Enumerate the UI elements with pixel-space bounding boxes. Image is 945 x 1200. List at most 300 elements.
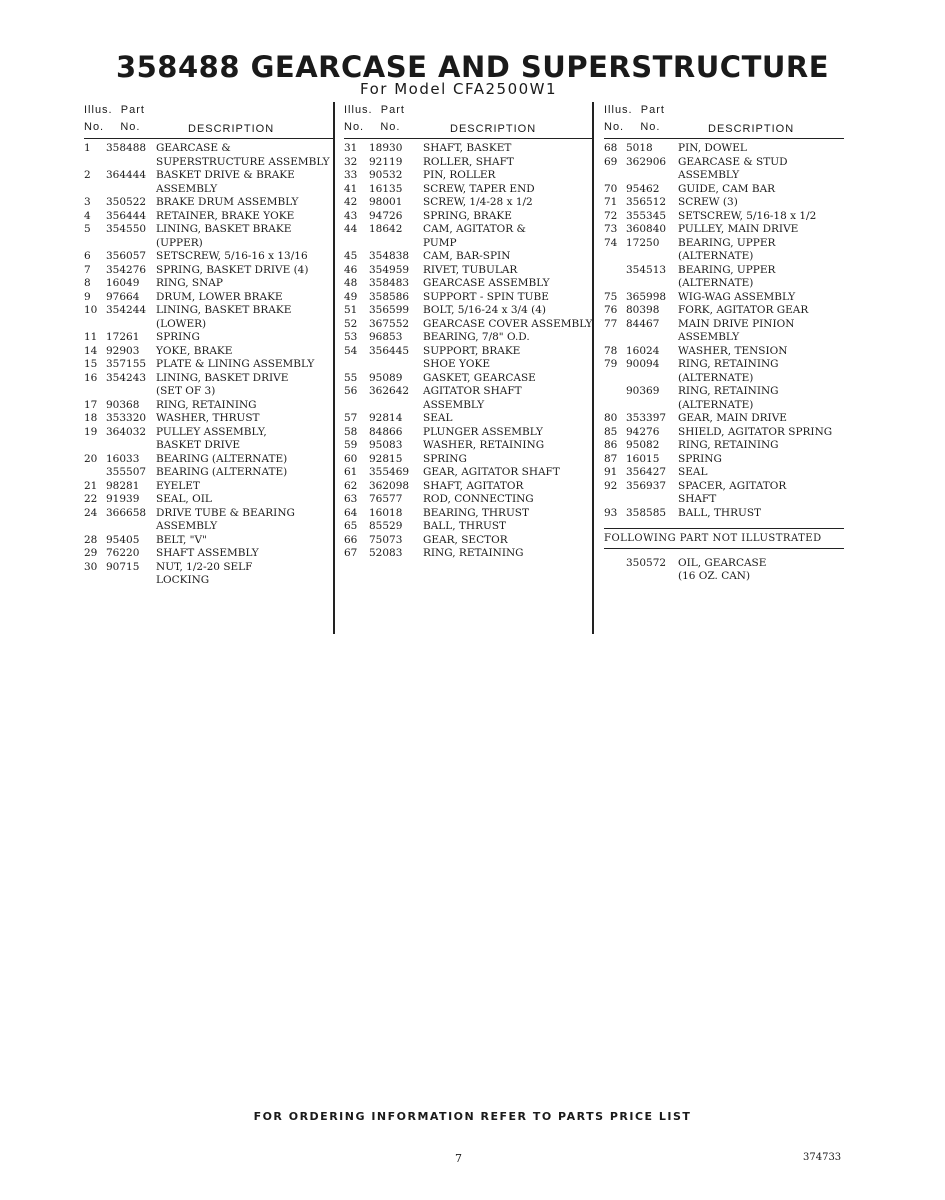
table-row bbox=[84, 169, 334, 183]
part-number: 366658 bbox=[106, 506, 147, 519]
illus-number bbox=[84, 156, 106, 170]
part-number: 353320 bbox=[106, 412, 147, 424]
part-number: 5018 bbox=[626, 142, 653, 154]
illus-number: 32 bbox=[344, 155, 358, 168]
table-row bbox=[344, 439, 594, 453]
illus-number bbox=[604, 399, 626, 413]
part-number: 356445 bbox=[369, 344, 410, 357]
part-description: SCREW, TAPER END bbox=[423, 182, 535, 195]
illus-number bbox=[604, 570, 626, 584]
part-description: SHAFT ASSEMBLY bbox=[156, 547, 259, 559]
part-description: PIN, ROLLER bbox=[423, 169, 496, 181]
table-row bbox=[344, 183, 594, 197]
table-row-continuation bbox=[344, 237, 594, 251]
part-description: RETAINER, BRAKE YOKE bbox=[156, 209, 295, 222]
header-description: DESCRIPTION bbox=[708, 123, 795, 135]
part-description: (SET OF 3) bbox=[156, 385, 216, 397]
part-number: 91939 bbox=[106, 493, 140, 505]
table-row bbox=[604, 453, 844, 467]
table-row bbox=[604, 304, 844, 318]
part-description: WIG-WAG ASSEMBLY bbox=[678, 290, 796, 303]
part-description: ASSEMBLY bbox=[156, 182, 218, 195]
illus-number: 58 bbox=[344, 425, 358, 438]
illus-number: 63 bbox=[344, 493, 358, 505]
illus-number: 14 bbox=[84, 344, 98, 357]
part-number: 95089 bbox=[369, 371, 403, 384]
table-row-continuation bbox=[344, 358, 594, 372]
part-description: CAM, AGITATOR & bbox=[423, 223, 526, 235]
illus-number: 10 bbox=[84, 304, 98, 316]
table-row-continuation bbox=[604, 250, 844, 264]
illus-number: 29 bbox=[84, 547, 98, 559]
illus-number: 49 bbox=[344, 290, 358, 303]
part-description: SETSCREW, 5/16-18 x 1/2 bbox=[678, 209, 817, 222]
part-number: 52083 bbox=[369, 547, 403, 559]
part-description: LINING, BASKET BRAKE bbox=[156, 223, 292, 235]
part-number: 75073 bbox=[369, 533, 403, 546]
part-description: (ALTERNATE) bbox=[678, 371, 754, 384]
illus-number: 64 bbox=[344, 506, 358, 519]
illus-number bbox=[604, 493, 626, 507]
part-number: 94726 bbox=[369, 209, 403, 222]
part-number: 84467 bbox=[626, 317, 660, 330]
part-number: 16033 bbox=[106, 452, 140, 465]
illus-number bbox=[84, 520, 106, 534]
part-description: SHIELD, AGITATOR SPRING bbox=[678, 425, 833, 438]
part-description: GEARCASE ASSEMBLY bbox=[423, 277, 550, 289]
part-description: SPRING bbox=[156, 331, 200, 343]
table-row-continuation bbox=[604, 399, 844, 413]
table-row bbox=[344, 264, 594, 278]
illus-number: 44 bbox=[344, 223, 358, 235]
part-description: BASKET DRIVE & BRAKE bbox=[156, 169, 295, 181]
part-description: DRUM, LOWER BRAKE bbox=[156, 290, 283, 303]
part-number: 350522 bbox=[106, 196, 147, 208]
table-row-continuation bbox=[84, 520, 334, 534]
table-row bbox=[604, 196, 844, 210]
table-row-continuation bbox=[604, 570, 844, 584]
part-description: BEARING, 7/8" O.D. bbox=[423, 331, 530, 343]
table-row bbox=[604, 345, 844, 359]
part-number: 358488 bbox=[106, 142, 147, 154]
part-number: 95082 bbox=[626, 439, 660, 451]
illus-number bbox=[604, 557, 626, 571]
illus-number: 8 bbox=[84, 277, 91, 289]
part-number: 358483 bbox=[369, 277, 410, 289]
part-number: 90094 bbox=[626, 358, 660, 370]
table-row-continuation bbox=[604, 372, 844, 386]
parts-list bbox=[344, 142, 594, 561]
part-description: BRAKE DRUM ASSEMBLY bbox=[156, 196, 299, 208]
part-description: ASSEMBLY bbox=[678, 331, 740, 343]
part-number: 92119 bbox=[369, 155, 403, 168]
illus-number: 85 bbox=[604, 425, 618, 438]
table-row bbox=[344, 223, 594, 237]
part-number: 354838 bbox=[369, 250, 410, 262]
illus-number: 28 bbox=[84, 533, 98, 546]
table-row bbox=[84, 250, 334, 264]
illus-number bbox=[84, 385, 106, 399]
part-number bbox=[106, 385, 156, 399]
illus-number: 19 bbox=[84, 425, 98, 438]
illus-number bbox=[344, 237, 369, 251]
table-row-continuation bbox=[84, 183, 334, 197]
part-number bbox=[626, 399, 678, 413]
part-description: ROD, CONNECTING bbox=[423, 493, 534, 505]
part-description: GEARCASE COVER ASSEMBLY bbox=[423, 317, 593, 330]
table-row bbox=[344, 520, 594, 534]
part-description: OIL, GEARCASE bbox=[678, 556, 767, 569]
table-row bbox=[344, 493, 594, 507]
part-description: WASHER, THRUST bbox=[156, 412, 260, 424]
table-row bbox=[84, 453, 334, 467]
document-number: 374733 bbox=[803, 1152, 842, 1163]
part-description: YOKE, BRAKE bbox=[156, 344, 233, 357]
part-number: 16018 bbox=[369, 506, 403, 519]
illus-number: 48 bbox=[344, 277, 358, 289]
part-number: 92815 bbox=[369, 452, 403, 465]
part-number: 94276 bbox=[626, 425, 660, 438]
part-number: 84866 bbox=[369, 425, 403, 438]
part-description: PUMP bbox=[423, 236, 457, 249]
part-number: 90715 bbox=[106, 560, 140, 573]
part-description: BEARING, UPPER bbox=[678, 263, 776, 276]
not-illustrated-heading: FOLLOWING PART NOT ILLUSTRATED bbox=[604, 528, 844, 549]
illus-number: 56 bbox=[344, 385, 358, 397]
part-number: 98001 bbox=[369, 196, 403, 208]
header-rule bbox=[84, 138, 334, 139]
illus-number bbox=[604, 250, 626, 264]
table-row bbox=[84, 331, 334, 345]
illus-number: 86 bbox=[604, 439, 618, 451]
table-row bbox=[604, 480, 844, 494]
illus-number bbox=[344, 399, 369, 413]
illus-number: 71 bbox=[604, 196, 618, 208]
illus-number: 24 bbox=[84, 506, 98, 519]
header-no: No. No. bbox=[604, 121, 661, 133]
part-description: WASHER, RETAINING bbox=[423, 439, 545, 451]
table-row bbox=[84, 480, 334, 494]
part-description: (ALTERNATE) bbox=[678, 250, 754, 262]
part-number: 364032 bbox=[106, 425, 147, 438]
page-number: 7 bbox=[455, 1152, 462, 1165]
part-description: BEARING (ALTERNATE) bbox=[156, 452, 288, 465]
illus-number: 74 bbox=[604, 236, 618, 249]
illus-number bbox=[84, 466, 106, 480]
illus-number: 22 bbox=[84, 493, 98, 505]
part-description: SPRING bbox=[423, 452, 467, 465]
part-number: 98281 bbox=[106, 479, 140, 492]
illus-number: 41 bbox=[344, 182, 358, 195]
table-row bbox=[344, 385, 594, 399]
part-number bbox=[106, 183, 156, 197]
illus-number: 21 bbox=[84, 479, 98, 492]
part-number bbox=[626, 277, 678, 291]
part-description: SEAL bbox=[423, 412, 453, 424]
part-description: BELT, "V" bbox=[156, 533, 207, 546]
part-number: 355469 bbox=[369, 466, 410, 478]
part-description: SHAFT bbox=[678, 493, 717, 505]
table-row bbox=[344, 426, 594, 440]
illus-number bbox=[604, 169, 626, 183]
part-number: 354276 bbox=[106, 263, 147, 276]
illus-number: 57 bbox=[344, 412, 358, 424]
header-illus-part: Illus. Part bbox=[84, 104, 145, 116]
header-illus-part: Illus. Part bbox=[604, 104, 665, 116]
illus-number: 61 bbox=[344, 466, 358, 478]
part-number: 362642 bbox=[369, 385, 410, 397]
table-row bbox=[604, 466, 844, 480]
table-row bbox=[344, 156, 594, 170]
illus-number bbox=[604, 372, 626, 386]
part-description: GEARCASE & bbox=[156, 142, 231, 154]
part-number: 365998 bbox=[626, 290, 667, 303]
part-number bbox=[626, 250, 678, 264]
part-number: 92903 bbox=[106, 344, 140, 357]
illus-number: 70 bbox=[604, 182, 618, 195]
part-number bbox=[369, 399, 423, 413]
part-number bbox=[626, 169, 678, 183]
part-number: 16135 bbox=[369, 182, 403, 195]
part-description: GASKET, GEARCASE bbox=[423, 371, 536, 384]
illus-number: 93 bbox=[604, 506, 618, 519]
part-description: LOCKING bbox=[156, 574, 210, 586]
part-number bbox=[106, 318, 156, 332]
part-number: 362098 bbox=[369, 479, 410, 492]
part-description: BEARING, UPPER bbox=[678, 236, 776, 249]
header-no: No. No. bbox=[84, 121, 141, 133]
illus-number bbox=[604, 331, 626, 345]
part-description: PLUNGER ASSEMBLY bbox=[423, 425, 543, 438]
table-row bbox=[344, 250, 594, 264]
illus-number: 4 bbox=[84, 209, 91, 222]
part-description: PIN, DOWEL bbox=[678, 142, 747, 154]
part-number: 90532 bbox=[369, 169, 403, 181]
part-number bbox=[106, 237, 156, 251]
table-row bbox=[84, 372, 334, 386]
table-row bbox=[84, 561, 334, 575]
part-description: ASSEMBLY bbox=[678, 169, 740, 181]
illus-number: 7 bbox=[84, 263, 91, 276]
table-row bbox=[84, 426, 334, 440]
part-number: 354959 bbox=[369, 263, 410, 276]
illus-number: 52 bbox=[344, 317, 358, 330]
part-description: SETSCREW, 5/16-16 x 13/16 bbox=[156, 250, 308, 262]
part-description: (ALTERNATE) bbox=[678, 277, 754, 289]
illus-number: 33 bbox=[344, 169, 358, 181]
table-row bbox=[604, 358, 844, 372]
part-description: WASHER, TENSION bbox=[678, 344, 788, 357]
part-number: 17250 bbox=[626, 236, 660, 249]
parts-column-2 bbox=[344, 104, 594, 557]
part-number: 95083 bbox=[369, 439, 403, 451]
part-description: GEAR, SECTOR bbox=[423, 533, 508, 546]
part-number: 76220 bbox=[106, 547, 140, 559]
part-number: 356444 bbox=[106, 209, 147, 222]
illus-number: 16 bbox=[84, 371, 98, 384]
illus-number: 59 bbox=[344, 439, 358, 451]
illus-number: 66 bbox=[344, 533, 358, 546]
table-row bbox=[604, 318, 844, 332]
part-description: RING, RETAINING bbox=[156, 398, 257, 411]
part-description: (16 OZ. CAN) bbox=[678, 570, 751, 582]
part-number: 16049 bbox=[106, 277, 140, 289]
illus-number: 3 bbox=[84, 196, 91, 208]
part-number: 18642 bbox=[369, 223, 403, 235]
part-description: SPRING, BASKET DRIVE (4) bbox=[156, 263, 309, 276]
illus-number: 6 bbox=[84, 250, 91, 262]
column-header bbox=[604, 104, 844, 138]
part-number: 97664 bbox=[106, 290, 140, 303]
table-row bbox=[84, 412, 334, 426]
table-row bbox=[84, 507, 334, 521]
illus-number: 62 bbox=[344, 479, 358, 492]
part-number: 16015 bbox=[626, 452, 660, 465]
table-row bbox=[84, 345, 334, 359]
part-number: 356599 bbox=[369, 304, 410, 316]
parts-list bbox=[604, 142, 844, 520]
part-description: SUPERSTRUCTURE ASSEMBLY bbox=[156, 155, 330, 168]
part-description: RIVET, TUBULAR bbox=[423, 263, 518, 276]
part-description: BEARING, THRUST bbox=[423, 506, 530, 519]
illus-number: 91 bbox=[604, 466, 618, 478]
table-row bbox=[84, 291, 334, 305]
part-description: SCREW, 1/4-28 x 1/2 bbox=[423, 196, 533, 208]
not-illustrated-list bbox=[604, 557, 844, 584]
illus-number: 31 bbox=[344, 142, 358, 154]
table-row bbox=[84, 547, 334, 561]
part-description: BALL, THRUST bbox=[423, 520, 507, 532]
part-number bbox=[626, 331, 678, 345]
table-row bbox=[344, 412, 594, 426]
model-subtitle: For Model CFA2500W1 bbox=[360, 80, 558, 98]
table-row bbox=[604, 291, 844, 305]
illus-number bbox=[604, 385, 626, 399]
header-description: DESCRIPTION bbox=[450, 123, 537, 135]
illus-number: 77 bbox=[604, 317, 618, 330]
table-row bbox=[344, 345, 594, 359]
table-row-continuation bbox=[604, 331, 844, 345]
illus-number: 5 bbox=[84, 223, 91, 235]
part-number: 362906 bbox=[626, 155, 667, 168]
table-row bbox=[84, 223, 334, 237]
illus-number: 67 bbox=[344, 547, 358, 559]
part-number: 355507 bbox=[106, 466, 147, 478]
header-description: DESCRIPTION bbox=[188, 123, 275, 135]
header-no: No. No. bbox=[344, 121, 401, 133]
parts-list bbox=[84, 142, 334, 588]
table-row-continuation bbox=[84, 318, 334, 332]
table-row bbox=[84, 277, 334, 291]
part-description: GEARCASE & STUD bbox=[678, 155, 788, 168]
table-row bbox=[344, 480, 594, 494]
illus-number bbox=[84, 237, 106, 251]
part-number: 95462 bbox=[626, 182, 660, 195]
part-description: (UPPER) bbox=[156, 236, 203, 249]
table-row bbox=[344, 169, 594, 183]
table-row bbox=[344, 372, 594, 386]
part-description: RING, RETAINING bbox=[678, 439, 779, 451]
part-description: CAM, BAR-SPIN bbox=[423, 250, 511, 262]
illus-number: 73 bbox=[604, 223, 618, 235]
part-number: 16024 bbox=[626, 344, 660, 357]
table-row bbox=[344, 304, 594, 318]
part-description: SUPPORT, BRAKE bbox=[423, 344, 521, 357]
part-description: EYELET bbox=[156, 479, 200, 492]
illus-number: 92 bbox=[604, 479, 618, 492]
illus-number: 75 bbox=[604, 290, 618, 303]
part-number bbox=[106, 574, 156, 588]
table-row bbox=[84, 264, 334, 278]
illus-number: 51 bbox=[344, 304, 358, 316]
column-header bbox=[344, 104, 594, 138]
illus-number bbox=[604, 264, 626, 278]
table-row bbox=[604, 439, 844, 453]
illus-number: 69 bbox=[604, 155, 618, 168]
header-rule bbox=[344, 138, 594, 139]
table-row bbox=[344, 453, 594, 467]
table-row bbox=[604, 557, 844, 571]
table-row bbox=[604, 426, 844, 440]
part-description: ASSEMBLY bbox=[156, 520, 218, 532]
table-row bbox=[84, 142, 334, 156]
illus-number: 15 bbox=[84, 358, 98, 370]
illus-number bbox=[84, 439, 106, 453]
part-description: GUIDE, CAM BAR bbox=[678, 182, 776, 195]
part-description: DRIVE TUBE & BEARING bbox=[156, 506, 295, 519]
part-number bbox=[626, 493, 678, 507]
parts-column-3 bbox=[604, 104, 844, 582]
illus-number: 55 bbox=[344, 371, 358, 384]
illus-number: 46 bbox=[344, 263, 358, 276]
header-illus-part: Illus. Part bbox=[344, 104, 405, 116]
part-number: 92814 bbox=[369, 412, 403, 424]
part-number bbox=[369, 358, 423, 372]
illus-number: 17 bbox=[84, 398, 98, 411]
table-row bbox=[604, 264, 844, 278]
table-row bbox=[84, 358, 334, 372]
part-number: 356937 bbox=[626, 479, 667, 492]
part-description: SHAFT, BASKET bbox=[423, 142, 512, 154]
part-description: PLATE & LINING ASSEMBLY bbox=[156, 358, 315, 370]
part-description: SEAL, OIL bbox=[156, 493, 212, 505]
part-number: 85529 bbox=[369, 520, 403, 532]
table-row bbox=[344, 547, 594, 561]
table-row-continuation bbox=[344, 399, 594, 413]
table-row bbox=[84, 399, 334, 413]
table-row bbox=[344, 318, 594, 332]
table-row bbox=[604, 385, 844, 399]
part-number: 95405 bbox=[106, 533, 140, 546]
table-row-continuation bbox=[84, 237, 334, 251]
table-row bbox=[84, 196, 334, 210]
table-row-continuation bbox=[84, 439, 334, 453]
table-row bbox=[344, 277, 594, 291]
illus-number: 43 bbox=[344, 209, 358, 222]
part-number: 18930 bbox=[369, 142, 403, 154]
column-divider bbox=[333, 102, 335, 634]
table-row bbox=[344, 534, 594, 548]
illus-number: 80 bbox=[604, 412, 618, 424]
table-row-continuation bbox=[604, 277, 844, 291]
column-header bbox=[84, 104, 334, 138]
illus-number: 79 bbox=[604, 358, 618, 370]
table-row bbox=[344, 196, 594, 210]
part-description: SPRING, BRAKE bbox=[423, 209, 512, 222]
illus-number: 18 bbox=[84, 412, 98, 424]
page-title: 358488 GEARCASE AND SUPERSTRUCTURE bbox=[115, 50, 830, 84]
part-number: 367552 bbox=[369, 317, 410, 330]
